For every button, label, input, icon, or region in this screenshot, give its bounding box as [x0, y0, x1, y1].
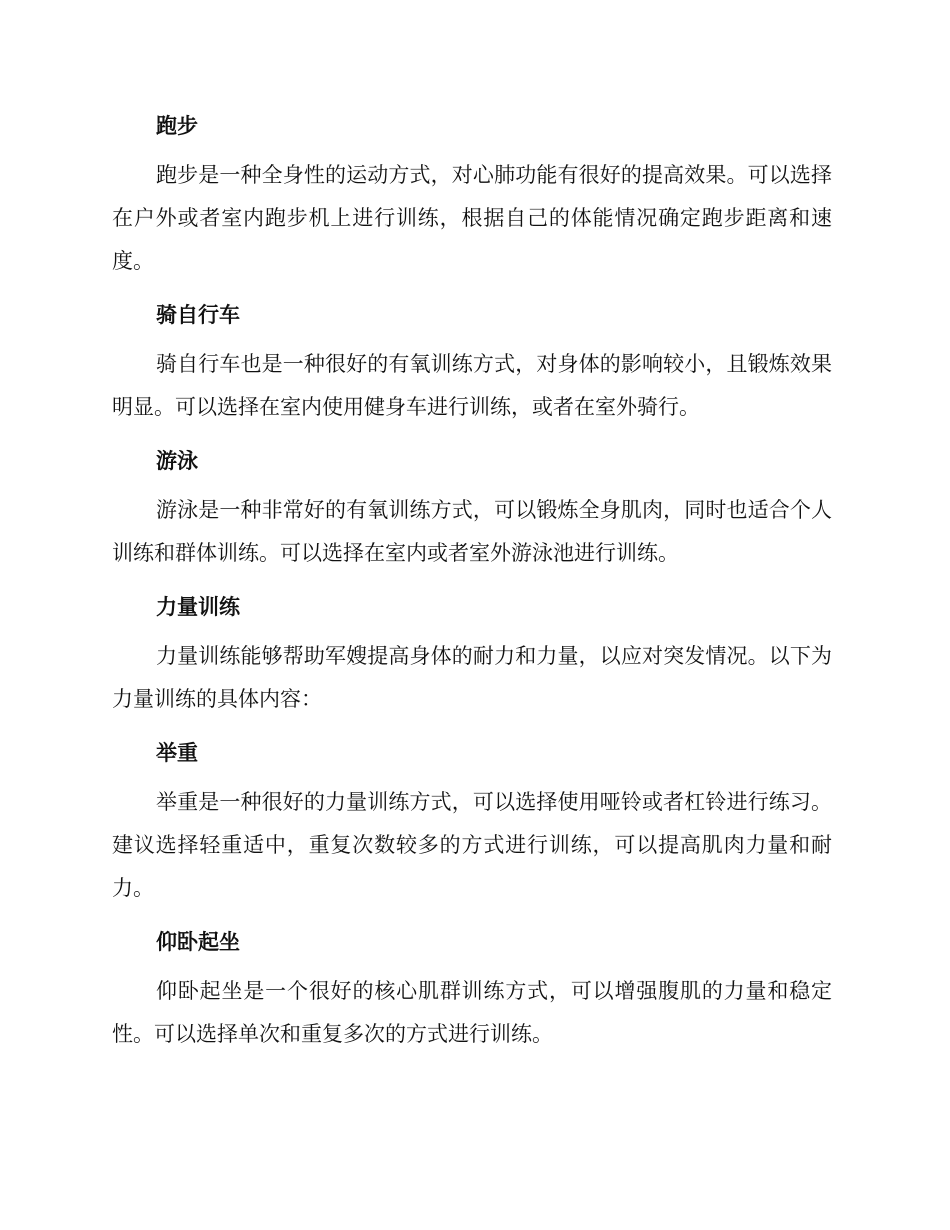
section-paragraph: 举重是一种很好的力量训练方式，可以选择使用哑铃或者杠铃进行练习。建议选择轻重适中，重复次数较多的方式进行训练，可以提高肌肉力量和耐力。: [112, 790, 832, 900]
section-heading: 仰卧起坐: [156, 930, 240, 954]
section-swimming: [112, 441, 832, 575]
section-paragraph: 跑步是一种全身性的运动方式，对心肺功能有很好的提高效果。可以选择在户外或者室内跑步机上进行训练，根据自己的体能情况确定跑步距离和速度。: [112, 163, 832, 273]
section-heading: 举重: [156, 741, 198, 765]
section-paragraph: 仰卧起坐是一个很好的核心肌群训练方式，可以增强腹肌的力量和稳定性。可以选择单次和重复多次的方式进行训练。: [112, 979, 832, 1046]
section-heading: 游泳: [156, 449, 198, 473]
section-running: [112, 106, 832, 283]
section-paragraph: 力量训练能够帮助军嫂提高身体的耐力和力量，以应对突发情况。以下为力量训练的具体内容：: [112, 644, 832, 711]
section-paragraph: 骑自行车也是一种很好的有氧训练方式，对身体的影响较小，且锻炼效果明显。可以选择在室内使用健身车进行训练，或者在室外骑行。: [112, 352, 832, 419]
section-heading: 跑步: [156, 114, 198, 138]
section-heading: 力量训练: [156, 595, 240, 619]
section-cycling: [112, 295, 832, 429]
section-strength-training: [112, 587, 832, 721]
section-weightlifting: [112, 733, 832, 910]
section-paragraph: 游泳是一种非常好的有氧训练方式，可以锻炼全身肌肉，同时也适合个人训练和群体训练。可以选择在室内或者室外游泳池进行训练。: [112, 498, 832, 565]
document-page: [112, 106, 832, 1068]
section-sit-ups: [112, 922, 832, 1056]
section-heading: 骑自行车: [156, 303, 240, 327]
